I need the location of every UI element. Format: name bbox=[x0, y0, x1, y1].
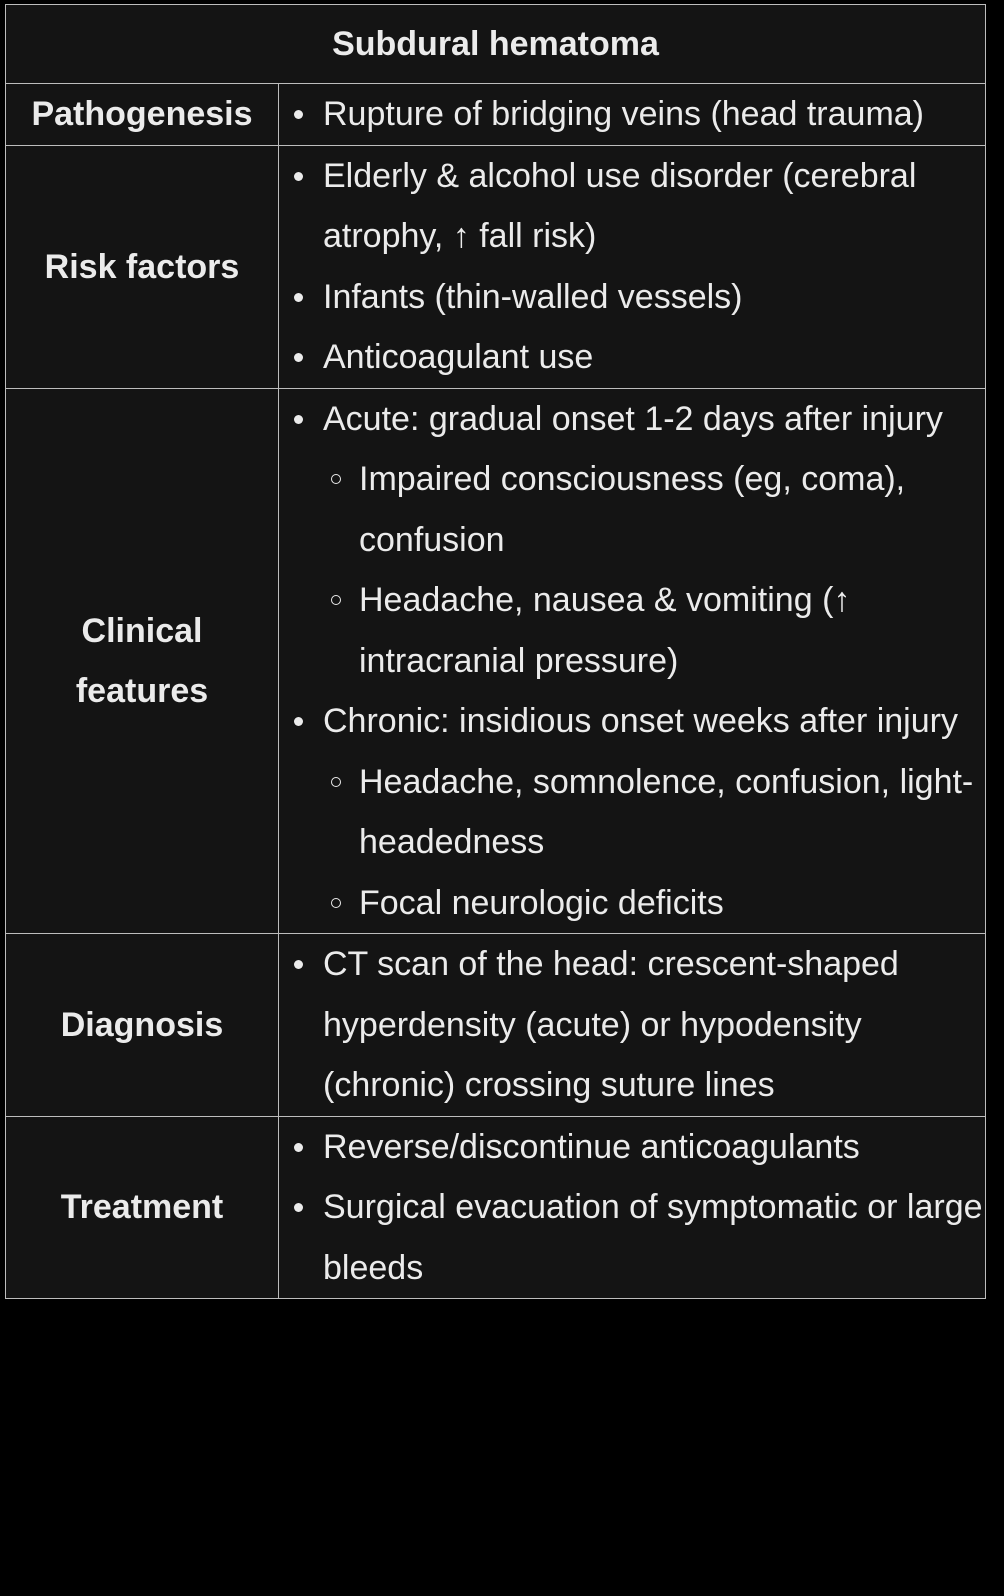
bullet-circle-icon bbox=[331, 474, 341, 484]
bullet-circle-icon bbox=[331, 898, 341, 908]
row-label: Diagnosis bbox=[6, 934, 279, 1117]
sub-bullet-list bbox=[323, 449, 985, 691]
list-item: Anticoagulant use bbox=[323, 327, 985, 388]
sub-list-item: Headache, somnolence, confusion, light-headedness bbox=[359, 752, 985, 873]
sub-bullet-list bbox=[323, 752, 985, 934]
row-content bbox=[279, 1116, 986, 1299]
row-label: Pathogenesis bbox=[6, 84, 279, 146]
bullet-dot-icon bbox=[294, 110, 303, 119]
list-item: Infants (thin-walled vessels) bbox=[323, 267, 985, 328]
bullet-list bbox=[279, 146, 985, 388]
bullet-list bbox=[279, 1117, 985, 1299]
list-item: Acute: gradual onset 1-2 days after injury Impaired consciousness (eg, coma), confusion Headache, nausea & vomiting (↑ intracranial pressure) bbox=[323, 389, 985, 692]
bullet-list bbox=[279, 84, 985, 145]
table-row-risk-factors bbox=[6, 145, 986, 388]
row-content bbox=[279, 934, 986, 1117]
bullet-dot-icon bbox=[294, 1203, 303, 1212]
bullet-list bbox=[279, 389, 985, 934]
sub-list-item: Focal neurologic deficits bbox=[359, 873, 985, 934]
bullet-dot-icon bbox=[294, 717, 303, 726]
bullet-circle-icon bbox=[331, 777, 341, 787]
list-item: Chronic: insidious onset weeks after injury Headache, somnolence, confusion, light-headedness Focal neurologic deficits bbox=[323, 691, 985, 933]
list-item: Surgical evacuation of symptomatic or large bleeds bbox=[323, 1177, 985, 1298]
row-content bbox=[279, 84, 986, 146]
list-item: Elderly & alcohol use disorder (cerebral atrophy, ↑ fall risk) bbox=[323, 146, 985, 267]
bullet-dot-icon bbox=[294, 1143, 303, 1152]
list-item: Reverse/discontinue anticoagulants bbox=[323, 1117, 985, 1178]
table-header-row bbox=[6, 5, 986, 84]
row-label: Treatment bbox=[6, 1116, 279, 1299]
row-content bbox=[279, 388, 986, 934]
table-row-clinical-features bbox=[6, 388, 986, 934]
bullet-dot-icon bbox=[294, 353, 303, 362]
bullet-dot-icon bbox=[294, 960, 303, 969]
row-label: Risk factors bbox=[6, 145, 279, 388]
bullet-list bbox=[279, 934, 985, 1116]
table-row-treatment bbox=[6, 1116, 986, 1299]
bullet-dot-icon bbox=[294, 415, 303, 424]
bullet-dot-icon bbox=[294, 293, 303, 302]
table-title: Subdural hematoma bbox=[6, 5, 986, 84]
list-item: CT scan of the head: crescent-shaped hyperdensity (acute) or hypodensity (chronic) crossing suture lines bbox=[323, 934, 985, 1116]
row-content bbox=[279, 145, 986, 388]
list-item: Rupture of bridging veins (head trauma) bbox=[323, 84, 985, 145]
bullet-circle-icon bbox=[331, 595, 341, 605]
table-row-pathogenesis bbox=[6, 84, 986, 146]
bullet-dot-icon bbox=[294, 172, 303, 181]
sub-list-item: Headache, nausea & vomiting (↑ intracranial pressure) bbox=[359, 570, 985, 691]
sub-list-item: Impaired consciousness (eg, coma), confusion bbox=[359, 449, 985, 570]
subdural-hematoma-table bbox=[5, 4, 986, 1299]
table-row-diagnosis bbox=[6, 934, 986, 1117]
row-label: Clinical features bbox=[6, 388, 279, 934]
